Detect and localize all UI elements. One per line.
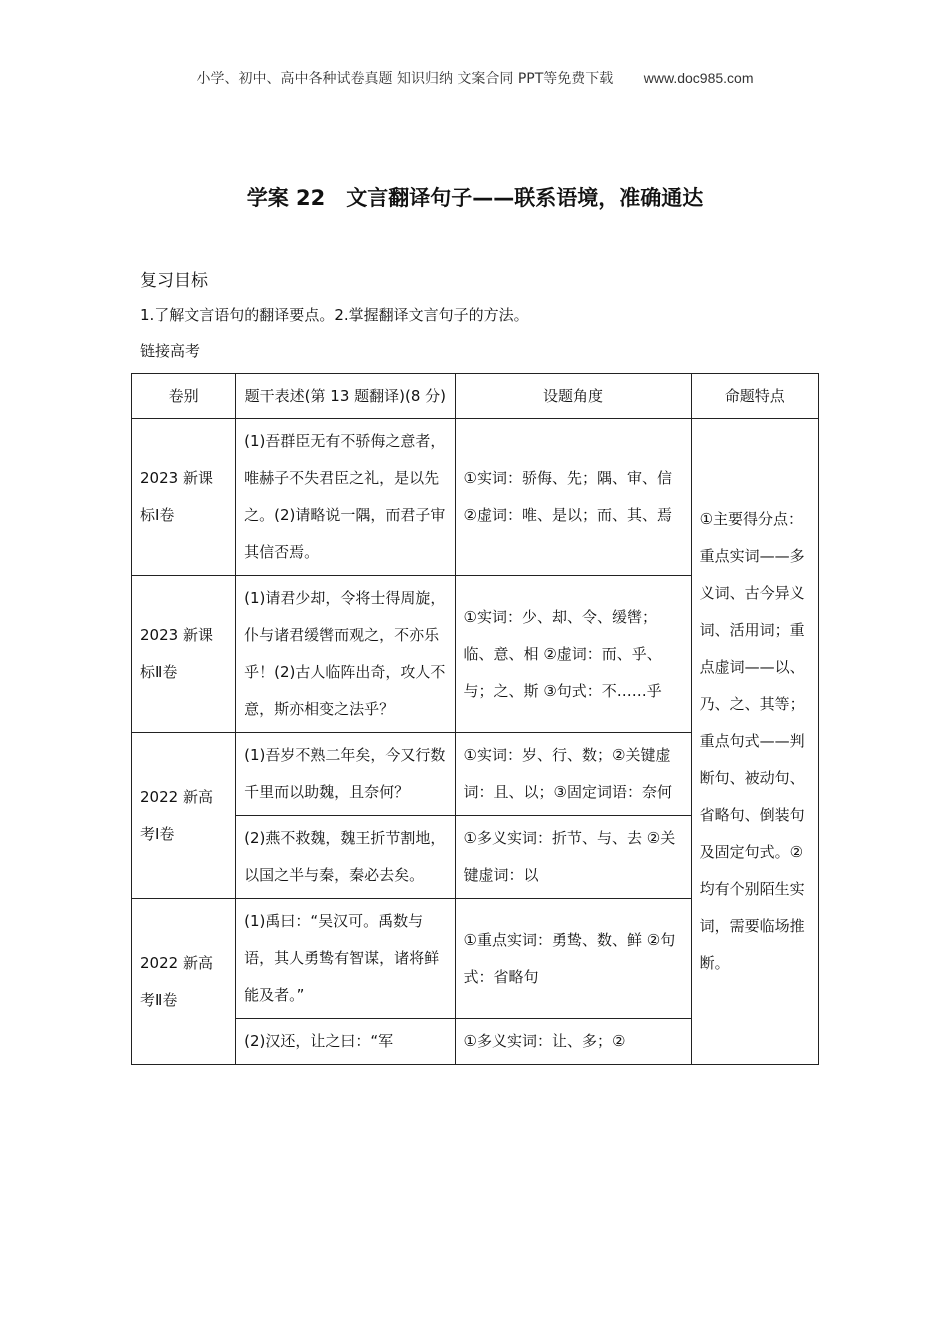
header-paper: 卷别 (132, 374, 236, 419)
header-note-text: 小学、初中、高中各种试卷真题 知识归纳 文案合同 PPT等免费下载 (196, 71, 614, 87)
goal-text: 1.了解文言语句的翻译要点。2.掌握翻译文言句子的方法。 (140, 306, 529, 324)
angle-cell: ①实词：岁、行、数；②关键虚词：且、以；③固定词语：奈何 (455, 733, 691, 816)
table-header-row (132, 374, 819, 419)
stem-cell: (1)吾群臣无有不骄侮之意者，唯赫子不失君臣之礼，是以先之。(2)请略说一隅，而君子审其信否焉。 (236, 419, 455, 576)
angle-cell: ①多义实词：折节、与、去 ②关键虚词：以 (455, 816, 691, 899)
paper-cell: 2022 新高考Ⅱ卷 (132, 899, 236, 1065)
section-heading-review-goal: 复习目标 (140, 271, 208, 291)
exam-table (131, 373, 819, 1065)
page-title: 学案 22 文言翻译句子——联系语境，准确通达 (246, 186, 704, 210)
paper-cell: 2023 新课标Ⅱ卷 (132, 576, 236, 733)
stem-cell: (1)请君少却，令将士得周旋，仆与诸君缓辔而观之，不亦乐乎！(2)古人临阵出奇，攻人不意，斯亦相变之法乎？ (236, 576, 455, 733)
stem-cell: (2)汉还，让之曰：“军 (236, 1019, 455, 1065)
angle-cell: ①多义实词：让、多；② (455, 1019, 691, 1065)
feature-cell: ①主要得分点：重点实词——多义词、古今异义词、活用词；重点虚词——以、乃、之、其等；重点句式——判断句、被动句、省略句、倒装句及固定句式。②均有个别陌生实词，需要临场推断。 (691, 419, 818, 1065)
angle-cell: ①重点实词：勇鸷、数、鲜 ②句式：省略句 (455, 899, 691, 1019)
stem-cell: (2)燕不救魏，魏王折节割地，以国之半与秦，秦必去矣。 (236, 816, 455, 899)
paper-cell: 2022 新高考Ⅰ卷 (132, 733, 236, 899)
stem-cell: (1)吾岁不熟二年矣，今又行数千里而以助魏，且奈何？ (236, 733, 455, 816)
stem-cell: (1)禹曰：“吴汉可。禹数与语，其人勇鸷有智谋，诸将鲜能及者。” (236, 899, 455, 1019)
table-row (132, 419, 819, 576)
header-url: www.doc985.com (643, 70, 754, 86)
angle-cell: ①实词：少、却、令、缓辔；临、意、相 ②虚词：而、乎、与；之、斯 ③句式：不……乎 (455, 576, 691, 733)
paper-cell: 2023 新课标Ⅰ卷 (132, 419, 236, 576)
header-angle: 设题角度 (455, 374, 691, 419)
header-stem: 题干表述(第 13 题翻译)(8 分) (236, 374, 455, 419)
section-heading-exam-link: 链接高考 (140, 342, 201, 360)
header-feature: 命题特点 (691, 374, 818, 419)
site-header-note (0, 68, 950, 88)
angle-cell: ①实词：骄侮、先；隅、审、信 ②虚词：唯、是以；而、其、焉 (455, 419, 691, 576)
